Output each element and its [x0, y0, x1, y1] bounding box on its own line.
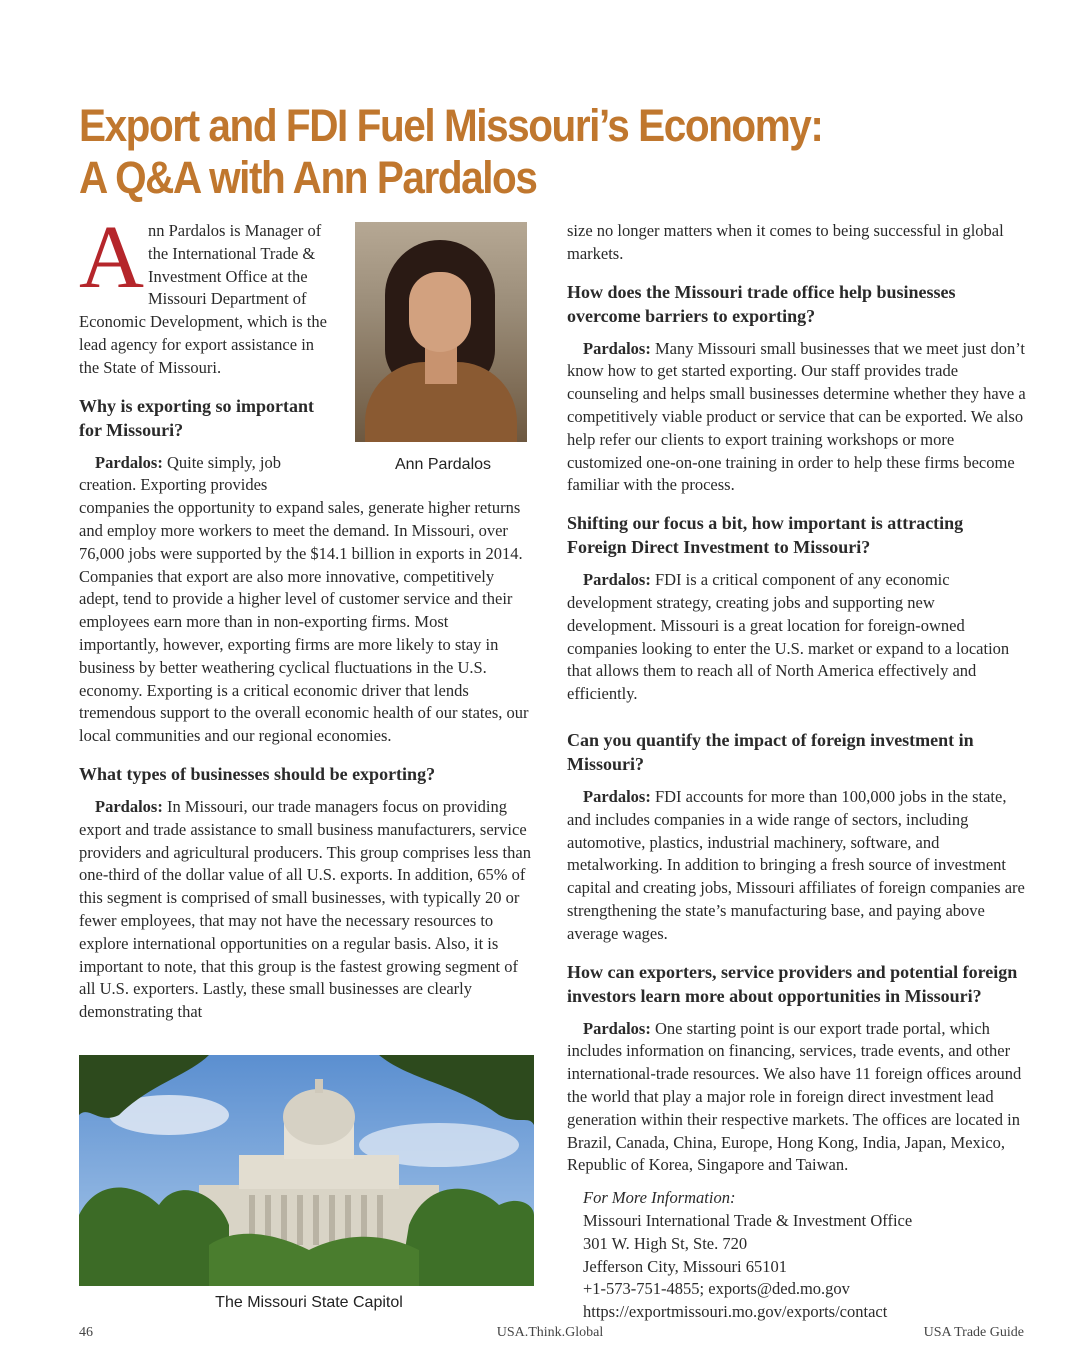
- left-column: [79, 208, 531, 1024]
- answer-6: [567, 1018, 1027, 1178]
- question-1: Why is exporting so important for Missouri?: [79, 395, 315, 440]
- answer-1-text: Quite simply, job creation. Exporting provides companies the opportunity to expand sales, generate higher returns and employ more workers to meet the demand. In Missouri, over 76,000 jobs were supported by the $14.1 billion in exports in 2014. Companies that export are also more innovative, competitively adept, tend to provide a higher level of customer service and their employees earn more than in non-exporting firms. Most importantly, however, exporting firms are more likely to stay in business by better weathering cyclical fluctuations in the U.S. economy. Exporting is a critical economic driver that lends tremendous support to the overall economic health of our states, our local communities and our regional economies.: [79, 452, 529, 746]
- answer-1: [79, 452, 531, 748]
- footer-center: USA.Think.Global: [496, 1325, 604, 1340]
- answer-label: Pardalos:: [583, 1018, 651, 1038]
- answer-2-text: In Missouri, our trade managers focus on providing export and trade assistance to small business manufacturers, service providers and agricultural producers. This group comprises less than one-third of the dollar value of all U.S. exports. In addition, 65% of this segment is comprised of small businesses, with typically 20 or fewer employees, that may not have the necessary resources to explore international opportunities on a regular basis. Also, it is important to note, that this group is the fastest growing segment of all U.S. exporters. Lastly, these small businesses are clearly demonstrating that: [79, 796, 531, 1022]
- question-5: Can you quantify the impact of foreign investment in Missouri?: [567, 729, 974, 774]
- title-line-1: Export and FDI Fuel Missouri’s Economy:: [79, 100, 823, 151]
- answer-3: [567, 338, 1027, 498]
- capitol-photo: [79, 1055, 534, 1286]
- answer-label: Pardalos:: [583, 338, 651, 358]
- drop-cap: A: [79, 208, 144, 307]
- answer-6-text: One starting point is our export trade portal, which includes information on financing, services, trade events, and other international-trade resources. We also have 11 foreign offices around the world that play a major role in foreign direct investment lead generation within their respective markets. The offices are located in Brazil, Canada, China, Europe, Hong Kong, India, Japan, Mexico, Republic of Korea, Singapore and Taiwan.: [567, 1018, 1022, 1175]
- title-line-2: A Q&A with Ann Pardalos: [79, 152, 537, 203]
- question-3: How does the Missouri trade office help businesses overcome barriers to exporting?: [567, 281, 956, 326]
- answer-5: [567, 786, 1027, 946]
- intro-text: nn Pardalos is Manager of the International Trade & Investment Office at the Missouri Department of Economic Development, which is the lead agency for export assistance in the State of Missouri.: [79, 221, 327, 377]
- portrait-photo: [355, 222, 527, 442]
- more-information: [567, 1187, 1027, 1324]
- article-title: [79, 100, 943, 204]
- more-info-label: For More Information:: [583, 1188, 736, 1208]
- answer-4-text: FDI is a critical component of any economic development strategy, creating jobs and supporting new development. Missouri is a great location for foreign-owned companies looking to enter the U.S. market or expand to a location that allows them to reach all of North America effectively and efficiently.: [567, 570, 1010, 704]
- answer-4: [567, 569, 1027, 706]
- more-info-contact: +1-573-751-4855; exports@ded.mo.gov: [583, 1279, 850, 1299]
- right-column: [567, 220, 1027, 1324]
- answer-label: Pardalos:: [95, 796, 163, 816]
- answer-2-continuation: size no longer matters when it comes to being successful in global markets.: [567, 221, 1004, 263]
- footer-publication: USA Trade Guide: [923, 1325, 1024, 1340]
- question-2: What types of businesses should be exporting?: [79, 763, 436, 784]
- portrait-caption: Ann Pardalos: [394, 456, 492, 473]
- question-4: Shifting our focus a bit, how important is attracting Foreign Direct Investment to Missouri?: [567, 513, 964, 558]
- answer-3-text: Many Missouri small businesses that we meet just don’t know how to get started exporting. Our staff provides trade counseling and helps small businesses determine whether they have a competitively viable product or service that can be exported. We also help refer our clients to export training workshops or more customized one-on-one training in order to help these firms become familiar with the process.: [567, 338, 1026, 495]
- more-info-city: Jefferson City, Missouri 65101: [583, 1256, 787, 1276]
- capitol-caption: The Missouri State Capitol: [215, 1294, 403, 1311]
- page-number: 46: [79, 1325, 93, 1340]
- more-info-street: 301 W. High St, Ste. 720: [583, 1233, 748, 1253]
- more-info-org: Missouri International Trade & Investment Office: [583, 1210, 913, 1230]
- portrait-figure: [355, 222, 531, 474]
- more-info-url: https://exportmissouri.mo.gov/exports/contact: [583, 1302, 888, 1322]
- answer-label: Pardalos:: [583, 786, 651, 806]
- answer-2: [79, 796, 531, 1024]
- question-6: How can exporters, service providers and potential foreign investors learn more about opportunities in Missouri?: [567, 961, 1018, 1006]
- answer-label: Pardalos:: [583, 570, 651, 590]
- answer-label: Pardalos:: [95, 452, 163, 472]
- answer-5-text: FDI accounts for more than 100,000 jobs in the state, and includes companies in a wide range of sectors, including automotive, plastics, industrial machinery, software, and metalworking. In addition to bringing a fresh source of investment capital and creating jobs, Missouri affiliates of foreign companies are strengthening the state’s manufacturing base, and paying above average wages.: [567, 786, 1025, 943]
